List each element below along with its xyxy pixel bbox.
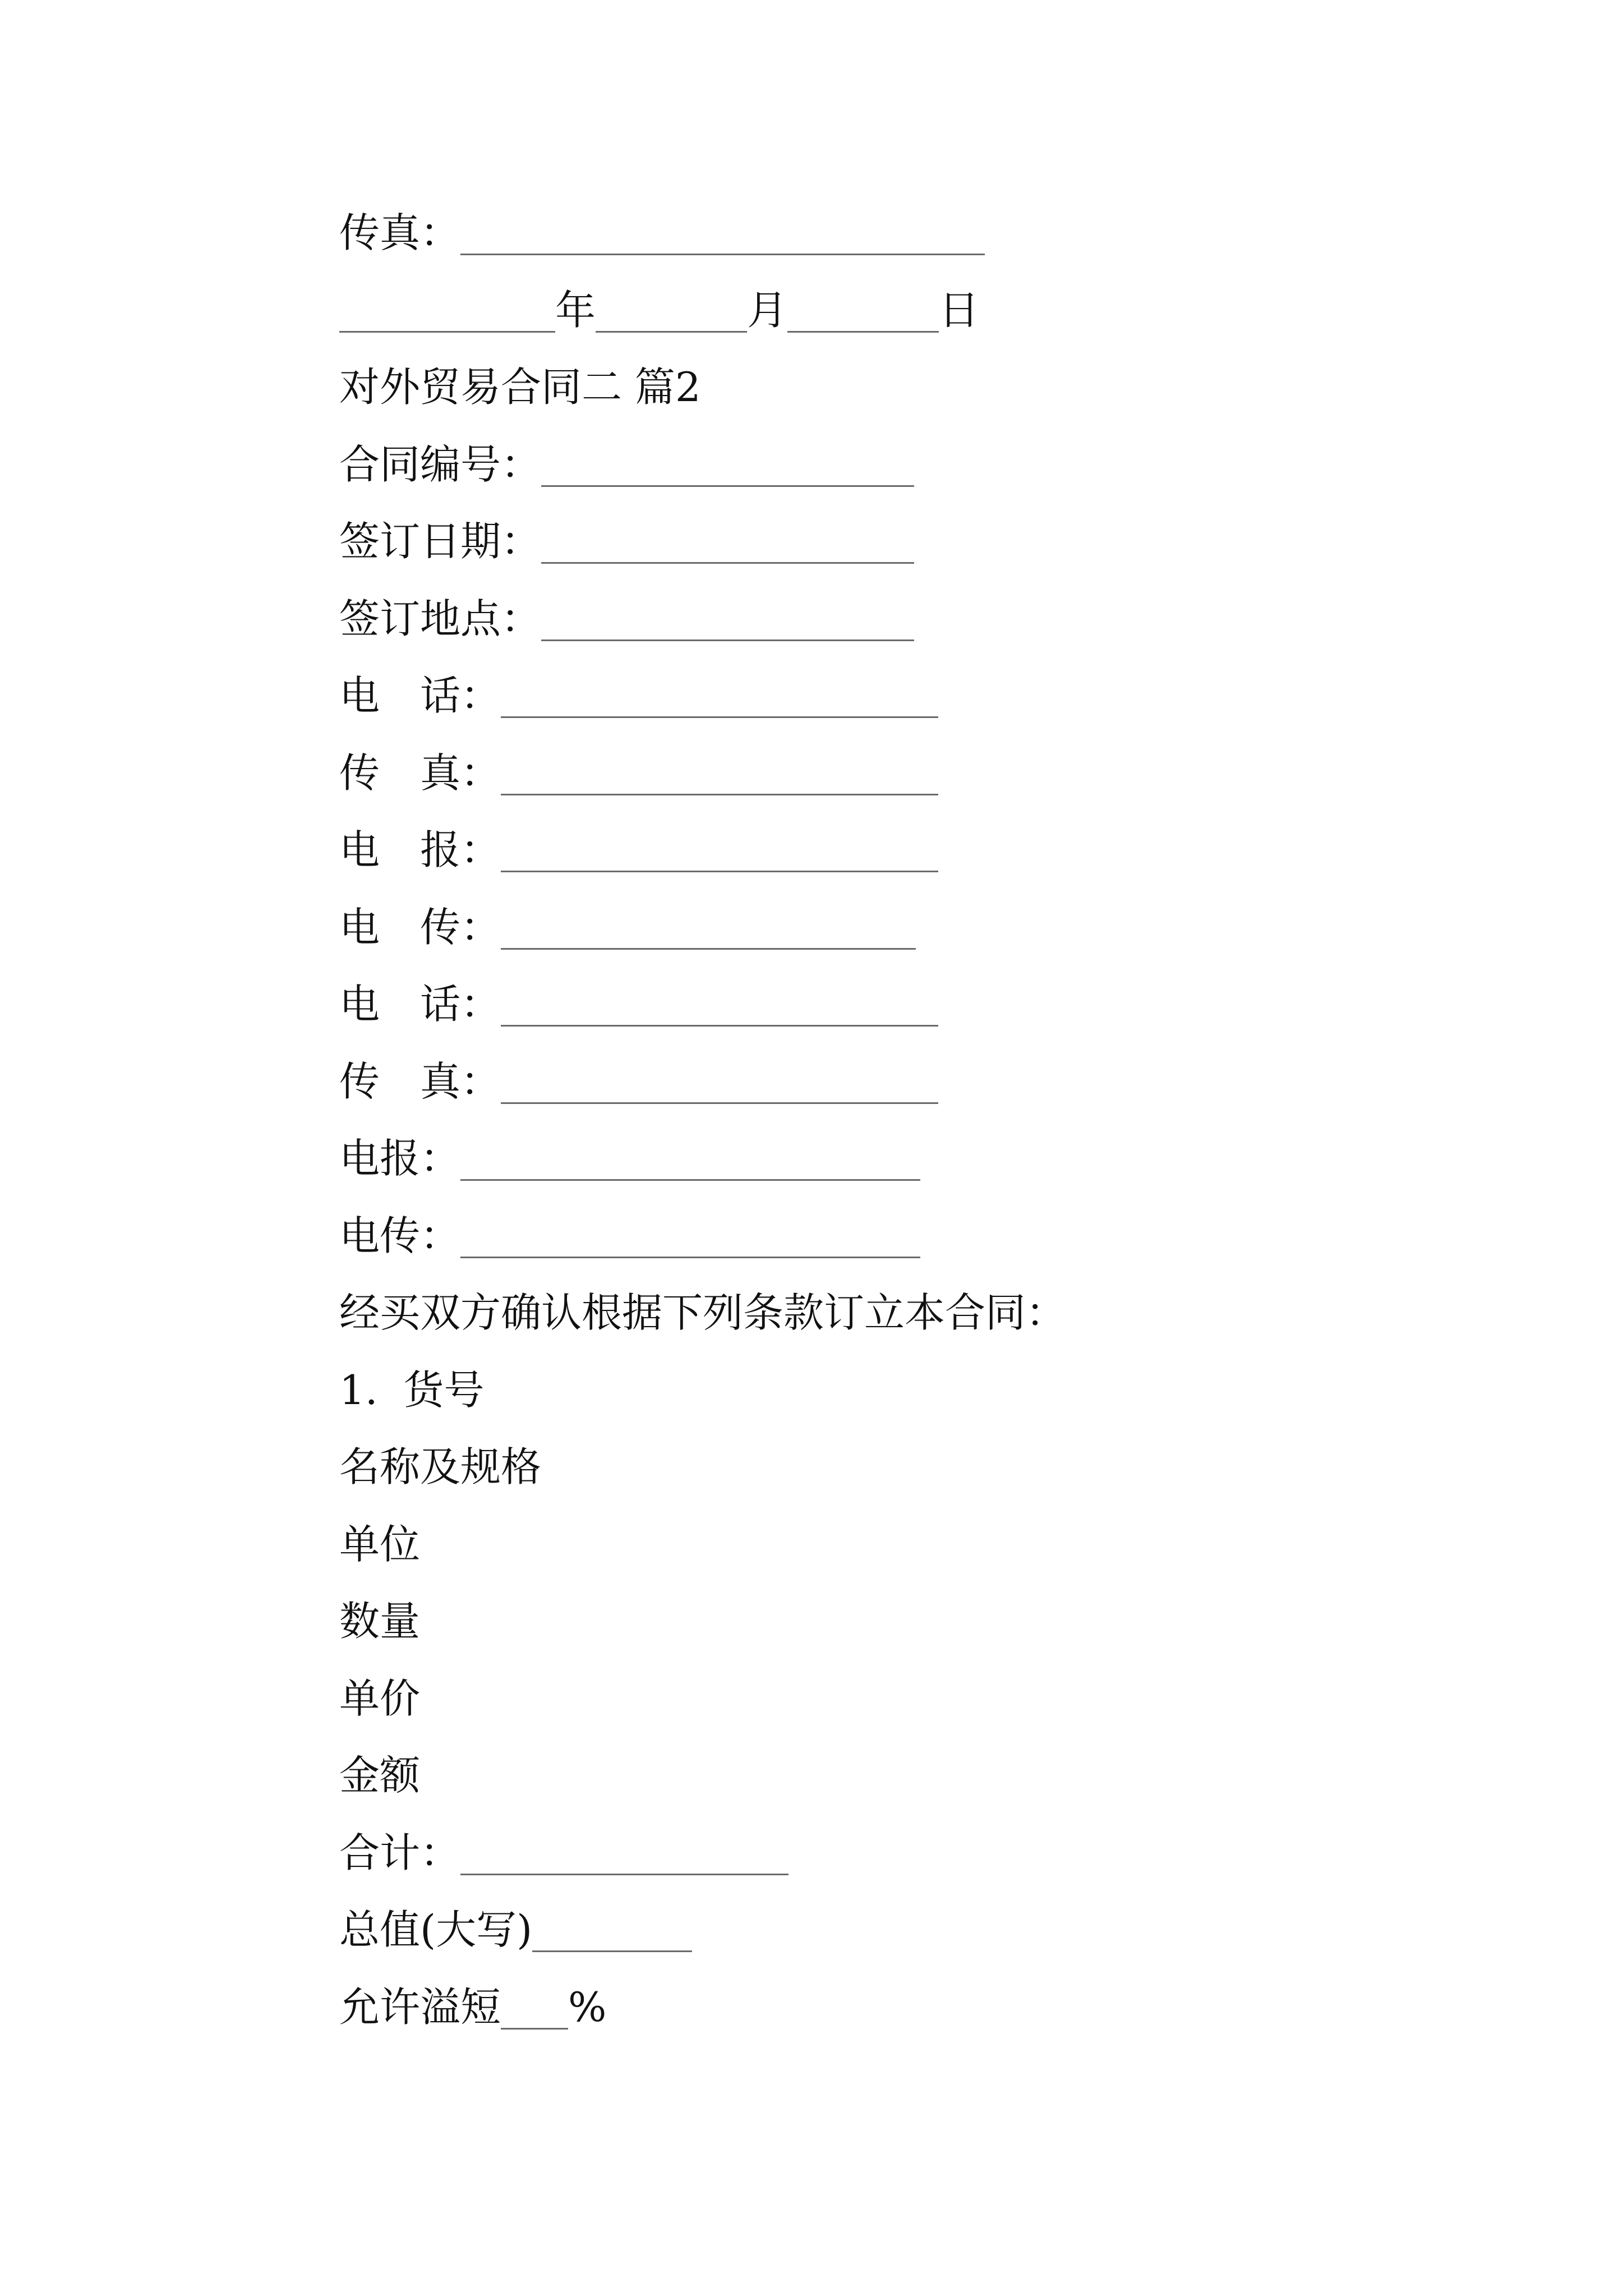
- seller-fax-line: [339, 745, 938, 801]
- seller-telex-label-a: 电: [339, 904, 380, 951]
- sign-place-label: 签订地点：: [339, 595, 542, 642]
- heading-text: 对外贸易合同二 篇2: [339, 364, 701, 411]
- seller-telegram-line: [339, 822, 938, 878]
- year-label: 年: [555, 287, 596, 334]
- seller-fax-blank[interactable]: [501, 752, 938, 795]
- seller-phone-blank[interactable]: [501, 675, 938, 718]
- quantity-line: [339, 1593, 420, 1649]
- month-label: 月: [747, 287, 788, 334]
- name-spec-text: 名称及规格: [339, 1443, 542, 1490]
- seller-phone-line: [339, 668, 938, 724]
- fax-blank[interactable]: [460, 212, 985, 255]
- total-words-line: [339, 1902, 692, 1958]
- buyer-fax-line: [339, 1053, 938, 1110]
- unit-price-text: 单价: [339, 1675, 421, 1722]
- sign-date-blank[interactable]: [541, 521, 914, 564]
- seller-telegram-label-b: 报：: [420, 826, 501, 873]
- seller-phone-label-a: 电: [339, 672, 380, 719]
- intro-text: 经买双方确认根据下列条款订立本合同：: [339, 1289, 1067, 1336]
- contract-no-line: [339, 436, 914, 493]
- buyer-telex-line: [339, 1208, 920, 1264]
- seller-telex-label-b: 传：: [420, 904, 501, 951]
- buyer-fax-label-b: 真：: [420, 1058, 501, 1105]
- buyer-phone-label-a: 电: [339, 981, 380, 1028]
- buyer-telex-blank[interactable]: [460, 1215, 920, 1258]
- quantity-text: 数量: [339, 1598, 421, 1645]
- buyer-phone-label-b: 话：: [420, 981, 501, 1028]
- section-heading: [339, 359, 701, 415]
- month-blank[interactable]: [596, 289, 747, 333]
- seller-fax-label-b: 真：: [420, 749, 501, 797]
- day-label: 日: [939, 287, 980, 334]
- buyer-phone-line: [339, 976, 938, 1032]
- total-line: [339, 1825, 789, 1881]
- seller-telex-line: [339, 899, 916, 955]
- sign-place-line: [339, 591, 914, 647]
- day-blank[interactable]: [787, 289, 939, 333]
- buyer-telegram-label: 电报：: [339, 1135, 461, 1182]
- buyer-fax-label-a: 传: [339, 1058, 380, 1105]
- sign-place-blank[interactable]: [541, 598, 914, 641]
- date-line: [339, 282, 979, 338]
- buyer-telegram-blank[interactable]: [460, 1138, 920, 1181]
- year-blank[interactable]: [339, 289, 555, 333]
- buyer-phone-blank[interactable]: [501, 983, 938, 1027]
- total-words-blank[interactable]: [532, 1909, 692, 1952]
- fax-line-top: [339, 205, 985, 261]
- contract-no-label: 合同编号：: [339, 441, 542, 488]
- amount-text: 金额: [339, 1752, 421, 1799]
- buyer-telex-label: 电传：: [339, 1212, 461, 1259]
- unit-line: [339, 1516, 420, 1572]
- seller-fax-label-a: 传: [339, 749, 380, 797]
- name-spec-line: [339, 1439, 541, 1495]
- sign-date-label: 签订日期：: [339, 518, 542, 565]
- tolerance-unit: %: [568, 1984, 607, 2031]
- item-no-text: 1. 货号: [339, 1366, 485, 1414]
- tolerance-label: 允许溢短: [339, 1984, 501, 2031]
- fax-label: 传真：: [339, 209, 461, 256]
- buyer-telegram-line: [339, 1130, 920, 1186]
- contract-no-blank[interactable]: [541, 444, 914, 487]
- sign-date-line: [339, 513, 914, 569]
- total-label: 合计：: [339, 1829, 461, 1876]
- amount-line: [339, 1747, 420, 1803]
- seller-telex-blank[interactable]: [501, 907, 916, 950]
- unit-price-line: [339, 1671, 420, 1727]
- total-blank[interactable]: [460, 1832, 789, 1875]
- unit-text: 单位: [339, 1521, 421, 1568]
- seller-telegram-blank[interactable]: [501, 829, 938, 872]
- tolerance-line: [339, 1979, 606, 2035]
- item-no-line: [339, 1362, 484, 1418]
- buyer-fax-blank[interactable]: [501, 1061, 938, 1104]
- tolerance-blank[interactable]: [501, 1986, 568, 2030]
- seller-phone-label-b: 话：: [420, 672, 501, 719]
- intro-line: [339, 1285, 1066, 1341]
- total-words-label: 总值(大写): [339, 1906, 533, 1953]
- seller-telegram-label-a: 电: [339, 826, 380, 873]
